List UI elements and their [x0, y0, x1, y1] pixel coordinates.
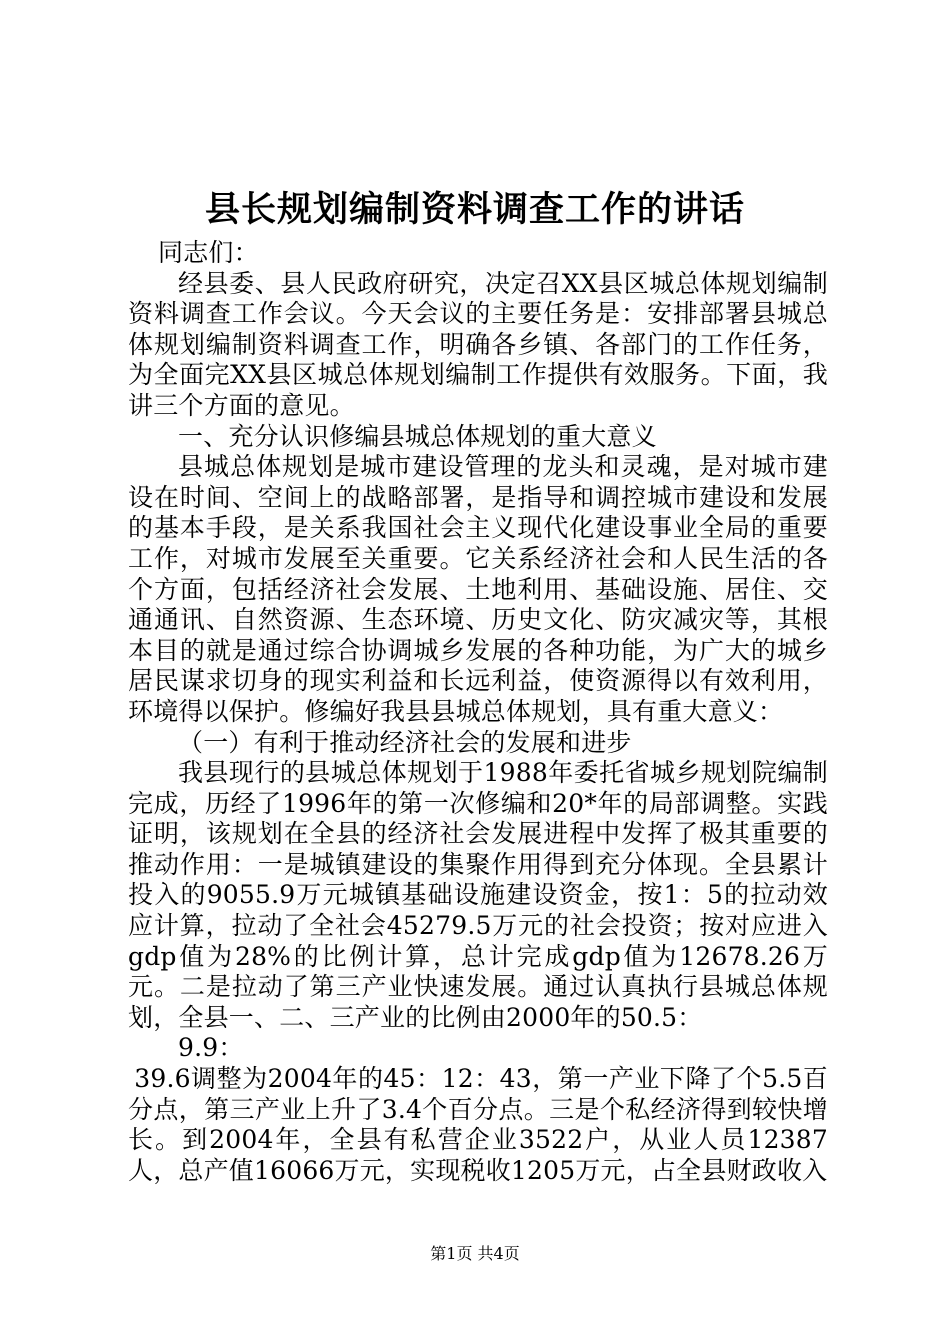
section-heading-1: 一、充分认识修编县城总体规划的重大意义 [178, 421, 657, 451]
greeting-paragraph: 同志们： [158, 238, 259, 267]
continuation-paragraph: 39.6调整为2004年的45：12：43，第一产业下降了个5.5百分点，第三产业上升了3.4个百分点。三是个私经济得到较快增长。到2004年，全县有私营企业3522户，从业人员12387人，总产值16066万元，实现税收1205万元，占全县财政收入 [128, 1064, 828, 1185]
subsection-1-paragraph: 我县现行的县城总体规划于1988年委托省城乡规划院编制完成，历经了1996年的第一次修编和20*年的局部调整。实践证明，该规划在全县的经济社会发展进程中发挥了极其重要的推动作用：一是城镇建设的集聚作用得到充分体现。全县累计投入的9055.9万元城镇基础设施建设资金，按1：5的拉动效应计算，拉动了全社会45279.5万元的社会投资；按对应进入gdp值为28%的比例计算，总计完成gdp值为12678.26万元。二是拉动了第三产业快速发展。通过认真执行县城总体规划，全县一、二、三产业的比例由2000年的50.5： [128, 758, 828, 1032]
document-title: 县长规划编制资料调查工作的讲话 [204, 189, 745, 230]
section-1-paragraph: 县城总体规划是城市建设管理的龙头和灵魂，是对城市建设在时间、空间上的战略部署，是指导和调控城市建设和发展的基本手段，是关系我国社会主义现代化建设事业全局的重要工作，对城市发展至关重要。它关系经济社会和人民生活的各个方面，包括经济社会发展、土地利用、基础设施、居住、交通通讯、自然资源、生态环境、历史文化、防灾减灾等，其根本目的就是通过综合协调城乡发展的各种功能，为广大的城乡居民谋求切身的现实利益和长远利益，使资源得以有效利用，环境得以保护。修编好我县县城总体规划，具有重大意义： [128, 452, 828, 726]
subsection-heading-1: （一）有利于推动经济社会的发展和进步 [178, 727, 632, 757]
document-body [128, 238, 828, 1186]
intro-paragraph: 经县委、县人民政府研究，决定召XX县区城总体规划编制资料调查工作会议。今天会议的主要任务是：安排部署县城总体规划编制资料调查工作，明确各乡镇、各部门的工作任务，为全面完XX县区城总体规划编制工作提供有效服务。下面，我讲三个方面的意见。 [128, 268, 828, 420]
ratio-fragment-paragraph: 9.9： [178, 1033, 244, 1063]
page-footer: 第1页 共4页 [430, 1244, 520, 1263]
